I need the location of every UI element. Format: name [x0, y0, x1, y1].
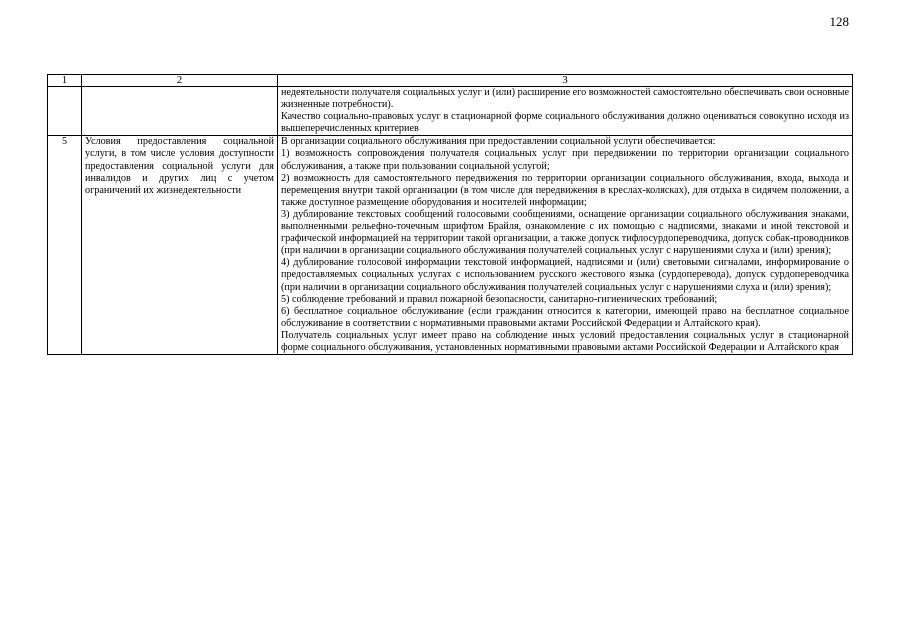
paragraph: Получатель социальных услуг имеет право на соблюдение иных условий предоставления социальных услуг в стационарной форме социального обслуживания, установленных нормативными правовыми актами Российской Федерации и Алтайского края — [281, 329, 849, 353]
row-cont-condition-cell — [82, 87, 278, 136]
header-col-2: 2 — [82, 75, 278, 87]
paragraph: 5) соблюдение требований и правил пожарной безопасности, санитарно-гигиенических требований; — [281, 293, 718, 305]
paragraph: 1) возможность сопровождения получателя социальных услуг при передвижении по территории организации социального обслуживания, а также при пользовании социальной услугой; — [281, 148, 849, 172]
services-table — [47, 74, 853, 355]
paragraph: 3) дублирование текстовых сообщений голосовыми сообщениями, оснащение организации социального обслуживания знаками, выполненными рельефно-точечным шрифтом Брайля, ознакомление с их помощью с надписями, знаками и иной текстовой и графической информацией на территории такой организации, а также допуск тифлосурдопереводчика, допуск собак-проводников (при наличии в организации социального обслуживания получателей социальных услуг с нарушениями слуха и (или) зрения); — [281, 208, 849, 257]
paragraph: 6) бесплатное социальное обслуживание (если гражданин относится к категории, имеющей право на бесплатное социальное обслуживание в соответствии с нормативными правовыми актами Российской Федерации и Алтайского края). — [281, 305, 849, 329]
table-row-5 — [48, 136, 853, 355]
page-number: 128 — [829, 14, 849, 29]
paragraph: В организации социального обслуживания при предоставлении социальной услуги обеспечивается: — [281, 136, 716, 148]
table-row-continuation — [48, 87, 853, 136]
paragraph: 4) дублирование голосовой информации текстовой информацией, надписями и (или) световыми сигналами, информирование о предоставляемых социальных услугах с использованием русского жестового языка (сурдоперевода), допуск сурдопереводчика (при наличии в организации социального обслуживания получателей социальных услуг с нарушениями слуха и (или) зрения); — [281, 257, 849, 293]
paragraph: 2) возможность для самостоятельного передвижения по территории организации социального обслуживания, входа, выхода и перемещения внутри такой организации (в том числе для передвижения в креслах-колясках), для отдыха в сидячем положении, а также доступное размещение оборудования и носителей информации; — [281, 172, 849, 208]
paragraph: Качество социально-правовых услуг в стационарной форме социального обслуживания должно оцениваться совокупно исходя из вышеперечисленных критериев — [281, 111, 849, 135]
header-col-1: 1 — [48, 75, 82, 87]
row-number: 5 — [48, 136, 82, 355]
table-header-row — [48, 75, 853, 87]
paragraph: недеятельности получателя социальных услуг и (или) расширение его возможностей самостоятельно обеспечивать свои основные жизненные потребности). — [281, 87, 849, 111]
row-content-cell — [278, 136, 853, 355]
row-condition: Условия предоставления социальной услуги, в том числе условия доступности предоставления социальной услуги для инвалидов и других лиц с учетом ограничений их жизнедеятельности — [82, 136, 278, 355]
row-cont-content-cell — [278, 87, 853, 136]
row-cont-number-cell — [48, 87, 82, 136]
header-col-3: 3 — [278, 75, 853, 87]
